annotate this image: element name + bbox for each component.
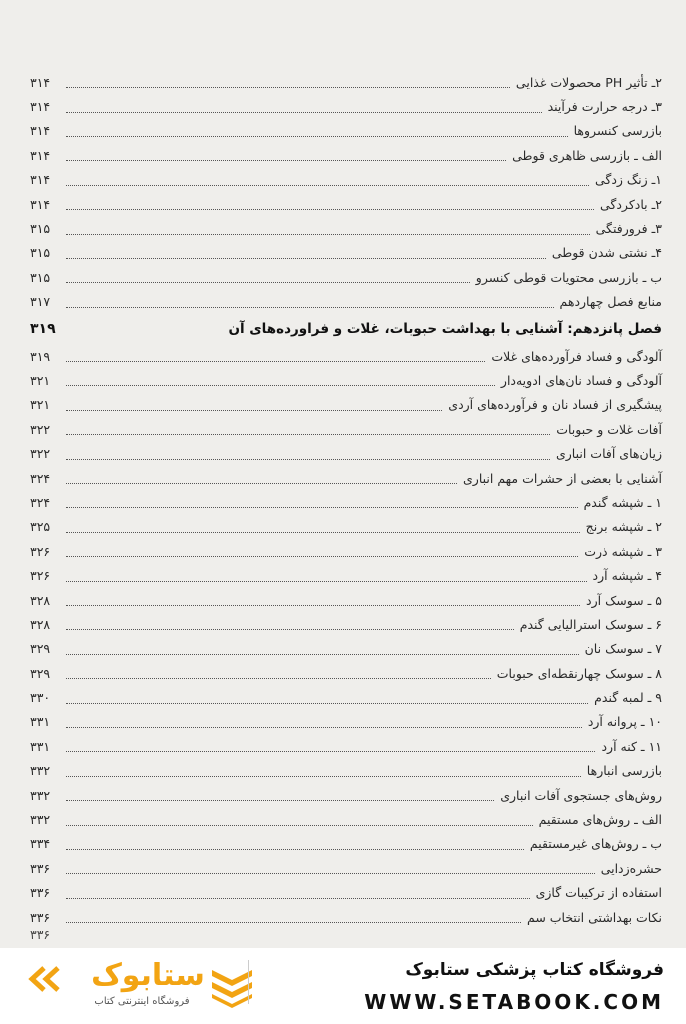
toc-leader-dots: [66, 531, 580, 533]
toc-entry: [30, 368, 662, 392]
toc-page-number: ۳۳۱: [30, 714, 51, 730]
toc-page-number: ۳۱۴: [30, 172, 51, 188]
toc-entry: [30, 685, 662, 709]
setabook-logo[interactable]: [18, 958, 258, 1014]
toc-page-number: ۳۱۴: [30, 74, 51, 90]
toc-leader-dots: [66, 750, 595, 752]
toc-entry-title: الف ـ روش‌های مستقیم: [535, 812, 662, 827]
footer-divider: [248, 960, 249, 1004]
toc-leader-dots: [66, 628, 514, 630]
toc-entry: [30, 929, 662, 939]
toc-page-number: ۳۳۱: [30, 738, 51, 754]
toc-leader-dots: [66, 653, 579, 655]
toc-entry: [30, 168, 662, 192]
toc-entry-title: الف ـ بازرسی ظاهری قوطی: [508, 148, 662, 163]
toc-leader-dots: [66, 208, 594, 210]
toc-page-number: ۳۱۴: [30, 99, 51, 115]
toc-entry-title: ۲ـ تأثیر PH محصولات غذایی: [512, 75, 662, 90]
toc-entry: [30, 417, 662, 441]
toc-leader-dots: [66, 604, 580, 606]
toc-entry: [30, 832, 662, 856]
toc-entry-title: آفات غلات و حبوبات: [552, 422, 662, 437]
toc-leader-dots: [66, 409, 442, 411]
toc-page-number: ۳۱۵: [30, 269, 51, 285]
toc-page-number: ۳۱۵: [30, 221, 51, 237]
toc-leader-dots: [66, 824, 533, 826]
toc-leader-dots: [66, 159, 506, 161]
toc-leader-dots: [66, 135, 568, 137]
toc-leader-dots: [66, 333, 222, 334]
toc-leader-dots: [66, 482, 457, 484]
toc-entry-title: بازرسی انبارها: [583, 763, 662, 778]
toc-entry-title: ۱ـ زنگ زدگی: [591, 172, 662, 187]
toc-entry: [30, 759, 662, 783]
toc-page-number: ۳۲۱: [30, 397, 51, 413]
toc-page-number: ۳۱۴: [30, 123, 51, 139]
toc-entry: [30, 807, 662, 831]
toc-entry-title: نکات بهداشتی انتخاب سم: [523, 910, 662, 925]
logo-tagline: فروشگاه اینترنتی کتاب: [94, 996, 190, 1007]
toc-entry-title: آشنایی با بعضی از حشرات مهم انباری: [459, 471, 662, 486]
toc-page-number: ۳۱۹: [30, 320, 56, 337]
toc-leader-dots: [66, 921, 521, 923]
toc-entry-title: ۱۱ ـ کنه آرد: [597, 739, 662, 754]
toc-entry-title: آلودگی و فساد فرآورده‌های غلات: [487, 349, 662, 364]
toc-page-number: ۳۱۷: [30, 294, 51, 310]
toc-entry-title: ۱ ـ شپشه گندم: [580, 495, 662, 510]
toc-leader-dots: [66, 775, 581, 777]
toc-entry-title: منابع فصل چهاردهم: [556, 294, 662, 309]
toc-leader-dots: [66, 799, 494, 801]
toc-leader-dots: [66, 184, 589, 186]
toc-entry: [30, 344, 662, 368]
toc-page-number: ۳۳۲: [30, 787, 51, 803]
toc-entry: [30, 70, 662, 94]
toc-entry: [30, 216, 662, 240]
toc-entry-title: ۲ـ بادکردگی: [596, 197, 662, 212]
toc-entry: [30, 515, 662, 539]
toc-entry-title: ب ـ روش‌های غیرمستقیم: [526, 836, 662, 851]
toc-entry-title: ۲ ـ شپشه برنج: [582, 519, 662, 534]
toc-page-number: ۳۳۲: [30, 812, 51, 828]
toc-entry: [30, 119, 662, 143]
toc-entry: [30, 94, 662, 118]
toc-entry-title: ۳ ـ شپشه ذرت: [580, 544, 662, 559]
toc-entry: [30, 588, 662, 612]
toc-entry-title: ۳ـ درجه حرارت فرآیند: [544, 99, 662, 114]
toc-entry: [30, 734, 662, 758]
toc-entry-title: ۳ـ فرورفتگی: [592, 221, 662, 236]
toc-entry: [30, 856, 662, 880]
toc-entry: [30, 661, 662, 685]
toc-leader-dots: [66, 111, 542, 113]
toc-entry: [30, 490, 662, 514]
toc-page-number: ۳۲۵: [30, 519, 51, 535]
toc-leader-dots: [66, 580, 587, 582]
toc-entry-title: استفاده از ترکیبات گازی: [532, 885, 662, 900]
toc-entry: [30, 783, 662, 807]
chevrons-icon: [24, 964, 74, 994]
toc-entry: [30, 881, 662, 905]
toc-leader-dots: [66, 233, 590, 235]
toc-entry: [30, 905, 662, 929]
toc-page-number: ۳۲۴: [30, 494, 51, 510]
toc-leader-dots: [66, 384, 495, 386]
toc-entry-title: ۱۰ ـ پروانه آرد: [584, 714, 662, 729]
toc-entry-title: ۴ ـ شپشه آرد: [589, 568, 662, 583]
toc-entry-title: ۴ـ نشتی شدن قوطی: [548, 245, 662, 260]
toc-entry-title: بازرسی کنسروها: [570, 123, 662, 138]
toc-entry: [30, 441, 662, 465]
toc-page-number: ۳۲۱: [30, 372, 51, 388]
toc-entry: [30, 393, 662, 417]
toc-page-number: ۳۳۶: [30, 929, 51, 940]
toc-leader-dots: [66, 86, 510, 88]
toc-leader-dots: [66, 433, 550, 435]
toc-page-number: ۳۲۲: [30, 421, 51, 437]
toc-leader-dots: [66, 555, 578, 557]
toc-page-number: ۳۱۵: [30, 245, 51, 261]
toc-page-number: ۳۲۶: [30, 568, 51, 584]
toc-entry: [30, 265, 662, 289]
toc-entry: [30, 710, 662, 734]
toc-page-number: ۳۲۹: [30, 641, 51, 657]
toc-leader-dots: [66, 257, 546, 259]
toc-entry-title: حشره‌زدایی: [597, 861, 662, 876]
toc-page-number: ۳۱۴: [30, 196, 51, 212]
toc-entry-title: فصل پانزدهم: آشنایی با بهداشت حبوبات، غلات و فراورده‌های آن: [224, 321, 662, 337]
toc-leader-dots: [66, 458, 550, 460]
toc-entry-title: ۶ ـ سوسک استرالیایی گندم: [516, 617, 662, 632]
toc-entry: [30, 466, 662, 490]
toc-leader-dots: [66, 897, 530, 899]
toc-entry: [30, 241, 662, 265]
toc-entry-title: پیشگیری از فساد نان و فرآورده‌های آردی: [444, 397, 662, 412]
toc-leader-dots: [66, 506, 578, 508]
toc-page-number: ۳۲۸: [30, 592, 51, 608]
table-of-contents: [30, 70, 662, 939]
logo-wordmark: ستابوک: [91, 958, 205, 993]
toc-page-number: ۳۳۲: [30, 763, 51, 779]
toc-entry-title: روش‌های جستجوی آفات انباری: [496, 788, 662, 803]
toc-entry-title: زیان‌های آفات انباری: [552, 446, 662, 461]
toc-page-number: ۳۳۴: [30, 836, 51, 852]
toc-page-number: ۳۳۰: [30, 690, 51, 706]
toc-entry-title: آلودگی و فساد نان‌های ادویه‌دار: [497, 373, 662, 388]
toc-page-number: ۳۲۹: [30, 665, 51, 681]
toc-entry-title: ۷ ـ سوسک نان: [581, 641, 662, 656]
toc-page-number: ۳۳۶: [30, 860, 51, 876]
toc-entry: [30, 290, 662, 314]
toc-page-number: ۳۳۶: [30, 885, 51, 901]
toc-leader-dots: [66, 360, 485, 362]
toc-chapter-heading: [30, 314, 662, 344]
toc-leader-dots: [66, 306, 554, 308]
store-url-link[interactable]: WWW.SETABOOK.COM: [364, 990, 664, 1014]
toc-entry: [30, 143, 662, 167]
toc-leader-dots: [66, 872, 595, 874]
toc-entry-title: ۹ ـ لمبه گندم: [590, 690, 662, 705]
toc-page-number: ۳۲۶: [30, 543, 51, 559]
store-footer-banner: [0, 948, 686, 1024]
toc-leader-dots: [66, 848, 524, 850]
toc-entry-title: ۸ ـ سوسک چهارنقطه‌ای حبوبات: [493, 666, 662, 681]
toc-entry-title: ۵ ـ سوسک آرد: [582, 593, 662, 608]
toc-entry: [30, 612, 662, 636]
toc-page-number: ۳۲۴: [30, 470, 51, 486]
toc-leader-dots: [66, 677, 491, 679]
toc-entry-title: ب ـ بازرسی محتویات قوطی کنسرو: [472, 270, 662, 285]
toc-entry: [30, 539, 662, 563]
store-name: فروشگاه کتاب پزشکی ستابوک: [405, 960, 664, 980]
toc-page-number: ۳۱۹: [30, 348, 51, 364]
toc-page-number: ۳۲۸: [30, 616, 51, 632]
toc-leader-dots: [66, 702, 588, 704]
toc-leader-dots: [66, 726, 582, 728]
toc-page-number: ۳۲۲: [30, 446, 51, 462]
toc-entry: [30, 192, 662, 216]
toc-page-number: ۳۳۶: [30, 909, 51, 925]
toc-leader-dots: [66, 938, 656, 939]
toc-entry: [30, 563, 662, 587]
toc-leader-dots: [66, 281, 470, 283]
toc-page-number: ۳۱۴: [30, 147, 51, 163]
toc-entry: [30, 637, 662, 661]
